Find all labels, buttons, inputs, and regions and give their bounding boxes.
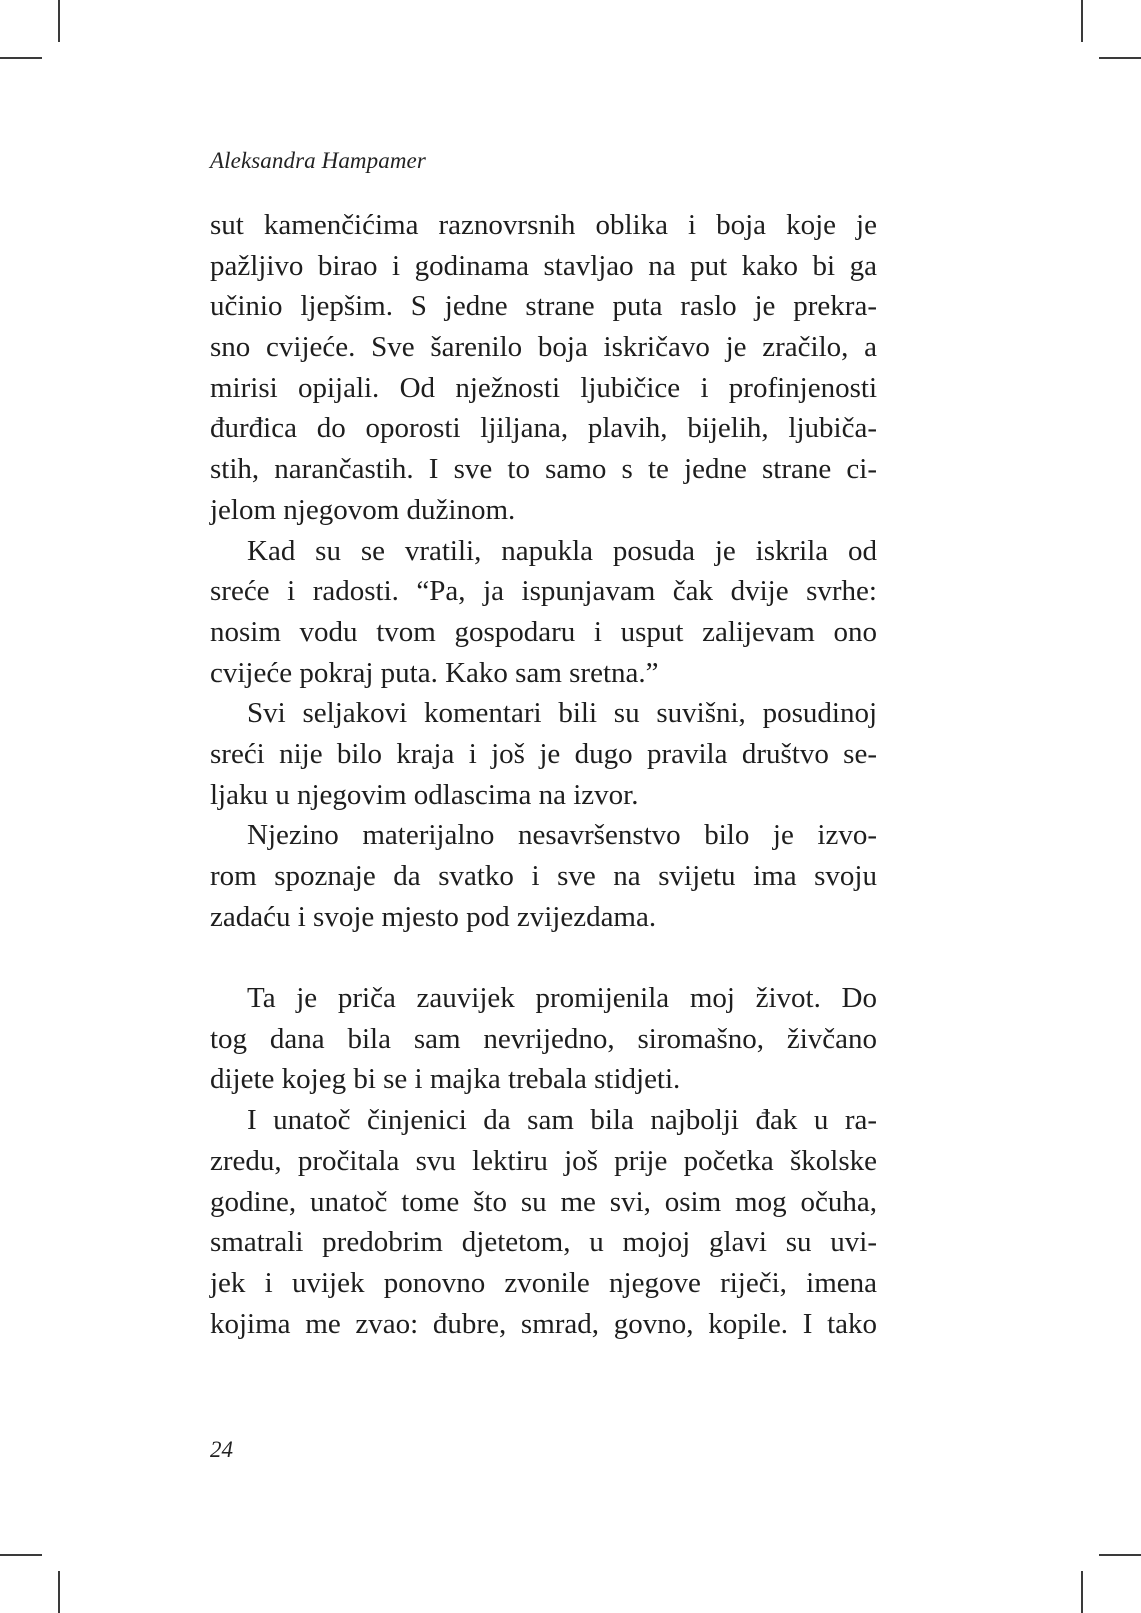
body-text [210,205,877,1344]
crop-mark-top-left-horizontal [0,57,42,59]
text-line: sreće i radosti. “Pa, ja ispunjavam čak dvije svrhe: [210,575,877,608]
text-line: zadaću i svoje mjesto pod zvijezdama. [210,900,657,933]
crop-mark-bottom-left-vertical [58,1571,60,1613]
text-line: cvijeće pokraj puta. Kako sam sretna.” [210,656,659,689]
text-line: Njezino materijalno nesavršenstvo bilo je izvo- [247,819,877,852]
text-line: đurđica do oporosti ljiljana, plavih, bijelih, ljubiča- [210,412,877,445]
text-line: jelom njegovom dužinom. [210,493,516,526]
text-line: sno cvijeće. Sve šarenilo boja iskričavo je zračilo, a [210,331,877,364]
crop-mark-top-right-horizontal [1099,57,1141,59]
crop-mark-top-right-vertical [1081,0,1083,42]
text-line: tog dana bila sam nevrijedno, siromašno, živčano [210,1022,877,1055]
text-line: sut kamenčićima raznovrsnih oblika i boja koje je [210,209,877,241]
section-break [210,937,877,978]
text-line: jek i uvijek ponovno zvonile njegove riječi, imena [210,1266,877,1299]
crop-mark-bottom-left-horizontal [0,1554,42,1556]
crop-mark-bottom-right-vertical [1081,1571,1083,1613]
text-line: Svi seljakovi komentari bili su suvišni, posudinoj [247,697,877,730]
text-line: nosim vodu tvom gospodaru i usput zalijevam ono [210,615,877,648]
text-line: kojima me zvao: đubre, smrad, govno, kopile. I tako [210,1307,877,1340]
page-number: 24 [210,1437,233,1462]
text-line: zredu, pročitala svu lektiru još prije početka školske [210,1144,877,1177]
text-line: smatrali predobrim djetetom, u mojoj glavi su uvi- [210,1226,877,1259]
text-line: mirisi opijali. Od nježnosti ljubičice i profinjenosti [210,371,877,404]
text-line: sreći nije bilo kraja i još je dugo pravila društvo se- [210,737,877,770]
text-line: Kad su se vratili, napukla posuda je iskrila od [247,534,877,567]
crop-mark-top-left-vertical [58,0,60,42]
text-line: rom spoznaje da svatko i sve na svijetu ima svoju [210,860,877,892]
running-head-author: Aleksandra Hampamer [210,148,426,173]
text-line: učinio ljepšim. S jedne strane puta raslo je prekra- [210,290,877,323]
text-line: stih, narančastih. I sve to samo s te jedne strane ci- [210,453,877,486]
text-line: I unatoč činjenici da sam bila najbolji đak u ra- [247,1104,877,1137]
crop-mark-bottom-right-horizontal [1099,1554,1141,1556]
text-line: Ta je priča zauvijek promijenila moj život. Do [247,982,877,1015]
text-line: ljaku u njegovim odlascima na izvor. [210,778,639,811]
text-line: godine, unatoč tome što su me svi, osim mog očuha, [210,1185,877,1218]
text-line: dijete kojeg bi se i majka trebala stidjeti. [210,1063,681,1096]
text-line: pažljivo birao i godinama stavljao na put kako bi ga [210,249,877,282]
